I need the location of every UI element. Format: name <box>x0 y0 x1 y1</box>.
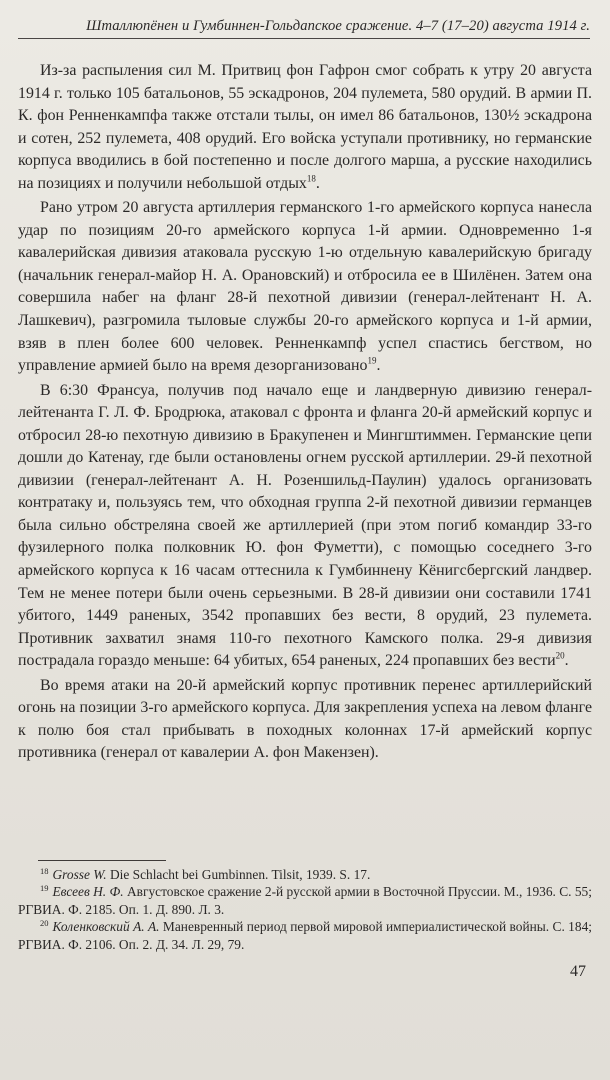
footnote-text: Августовское сражение 2-й русской армии в Восточной Пруссии. М., 1936. С. 55; РГВИА. Ф. 2185. Оп. 1. Д. 890. Л. 3. <box>18 884 592 917</box>
paragraph <box>18 380 592 673</box>
paragraph-text: Из-за распыления сил М. Притвиц фон Гафрон смог собрать к утру 20 августа 1914 г. только 105 батальонов, 55 эскадронов, 204 пулемета, 580 орудий. В армии П. К. фон Ренненкампфа также отстали тылы, он имел 86 батальонов, 130½ эскадрона и сотен, 252 пулемета, 408 орудий. Его войска уступали противнику, но германские корпуса вводились в бой постепенно и после долгого марша, а русские находились на позициях и получили небольшой отдых <box>18 62 592 192</box>
footnote-number: 18 <box>40 865 49 876</box>
footnotes <box>18 866 592 953</box>
paragraph <box>18 60 592 195</box>
paragraph-tail: . <box>376 357 381 375</box>
footnote-number: 19 <box>40 882 49 893</box>
paragraph <box>18 675 592 765</box>
paragraph-tail: . <box>564 652 569 670</box>
footnote-author: Евсеев Н. Ф. <box>52 884 124 900</box>
paragraph-tail: . <box>315 174 320 192</box>
paragraph-text: Во время атаки на 20-й армейский корпус противник перенес артиллерийский огонь на позиции 3-го армейского корпуса. Для закрепления успеха на левом фланге к полю боя стал прибывать в походных колоннах 17-й армейский корпус противника (генерал от кавалерии А. фон Макензен). <box>18 676 592 762</box>
paragraph-text: Рано утром 20 августа артиллерия германского 1-го армейского корпуса нанесла удар по позициям 20-го армейского корпуса 1-й армии. Одновременно 1-я кавалерийская дивизия атаковала русскую 1-ю отдельную кавалерийскую бригаду (начальник генерал-майор Н. А. Орановский) и отбросила ее в Шилёнен. Затем она совершила набег на фланг 28-й пехотной дивизии (генерал-лейтенант Н. А. Лашкевич), разгромила тыловые службы 20-го армейского корпуса и 1-й армии, взяв в плен более 600 человек. Ренненкампф успел спастись бегством, но управление армией было на время дезорганизовано <box>18 199 592 375</box>
footnote-separator <box>38 860 166 861</box>
footnote-text: Маневренный период первой мировой империалистической войны. С. 184; РГВИА. Ф. 2106. Оп. 2. Д. 34. Л. 29, 79. <box>18 919 592 952</box>
running-header: Шталлюпёнен и Гумбиннен-Гольдапское сражение. 4–7 (17–20) августа 1914 г. <box>18 18 590 39</box>
footnote <box>18 883 592 918</box>
paragraph <box>18 197 592 377</box>
footnote <box>18 918 592 953</box>
footnote-text: Die Schlacht bei Gumbinnen. Tilsit, 1939. S. 17. <box>109 867 371 882</box>
footnote <box>18 866 592 883</box>
footnote-author: Grosse W. <box>52 867 107 882</box>
paragraph-text: В 6:30 Франсуа, получив под начало еще и ландверную дивизию генерал-лейтенанта Г. Л. Ф. Бродрюка, атаковал с фронта и фланга 20-й армейский корпус и отбросил 28-ю пехотную дивизию в Бракупенен и Мингштиммен. Германские цепи дошли до Катенау, где были остановлены огнем русской артиллерии. 29-й пехотной дивизии (генерал-лейтенант А. Н. Розеншильд-Паулин) удалось организовать контратаку и, пользуясь тем, что обходная группа 2-й пехотной дивизии германцев была сильно обстреляна своей же артиллерией (при этом погиб командир 33-го фузилерного полка полковник Ю. фон Фуметти), с помощью соседнего 3-го армейского корпуса к 16 часам оттеснила к Гумбиннену Кёнигсбергский ландвер. Тем не менее потери были очень серьезными. В 28-й дивизии они составили 1741 убитого, 1449 раненых, 3542 пропавших без вести, 8 орудий, 23 пулемета. Противник захватил знамя 110-го пехотного Камского полка. 29-я дивизия пострадала гораздо меньше: 64 убитых, 654 раненых, 224 пропавших без вести <box>18 381 592 670</box>
footnote-ref[interactable]: 19 <box>367 355 377 366</box>
footnote-ref[interactable]: 20 <box>555 650 565 661</box>
footnote-author: Коленковский А. А. <box>52 919 160 935</box>
page-number: 47 <box>570 963 586 980</box>
main-text <box>18 60 592 765</box>
footnote-number: 20 <box>40 917 49 928</box>
footnote-ref[interactable]: 18 <box>306 173 316 184</box>
